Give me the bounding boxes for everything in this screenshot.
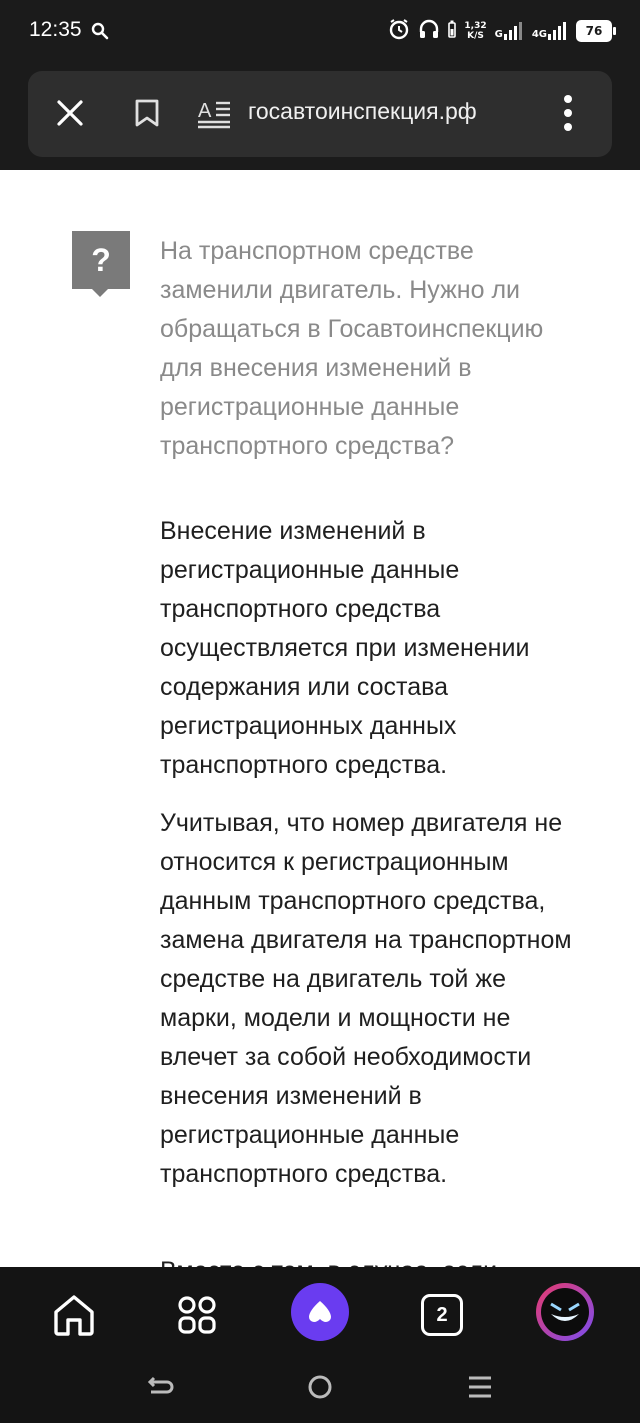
home-icon[interactable] (42, 1283, 106, 1347)
tabs-icon[interactable] (410, 1283, 474, 1347)
network-type-1: G (494, 29, 503, 40)
bookmark-icon[interactable] (125, 91, 169, 135)
reader-mode-icon[interactable] (192, 91, 236, 135)
battery-indicator: 76 (576, 20, 612, 42)
speed-value: 1,32 (464, 21, 487, 31)
alarm-icon (388, 18, 410, 44)
search-icon (91, 22, 109, 44)
omnibox (28, 71, 612, 157)
close-icon[interactable] (48, 91, 92, 135)
home-circle-icon[interactable] (295, 1362, 345, 1412)
alice-icon[interactable] (291, 1283, 349, 1341)
headphones-icon (418, 18, 440, 44)
question-mark-icon: ? (72, 231, 130, 289)
url-text[interactable]: госавтоинспекция.рф (248, 98, 477, 124)
page-content (0, 170, 640, 1267)
status-icons (388, 18, 612, 44)
signal-1 (495, 22, 524, 40)
answer-paragraph-2: Учитывая, что номер двигателя не относится к регистрационным данным транспортного средства, замена двигателя на транспортном средстве на двигатель той же марки, модели и мощности не влечет за собой необходимости внесения изменений в регистрационные данные транспортного средства. (160, 809, 572, 1188)
tabs-count: 2 (421, 1294, 463, 1336)
apps-grid-icon[interactable] (165, 1283, 229, 1347)
svg-text:A: A (198, 100, 212, 122)
faq-question: На транспортном средстве заменили двигатель. Нужно ли обращаться в Госавтоинспекцию для внесения изменений в регистрационные данные транспортного средства? (160, 237, 544, 460)
avatar-image (541, 1288, 589, 1336)
status-time: 12:35 (29, 18, 82, 41)
profile-avatar[interactable] (536, 1283, 594, 1341)
answer-paragraph-1: Внесение изменений в регистрационные данные транспортного средства осуществляется при изменении содержания или состава регистрационных данных транспортного средства. (160, 517, 530, 779)
menu-icon[interactable] (455, 1362, 505, 1412)
browser-toolbar (0, 64, 640, 170)
network-speed (464, 21, 486, 41)
speed-unit: K/S (467, 31, 484, 41)
back-icon[interactable] (135, 1362, 185, 1412)
battery-saver-icon (448, 20, 456, 42)
network-type-2: 4G (531, 29, 547, 40)
signal-2 (532, 22, 568, 40)
more-vertical-icon[interactable] (546, 91, 590, 135)
status-bar (0, 0, 640, 64)
